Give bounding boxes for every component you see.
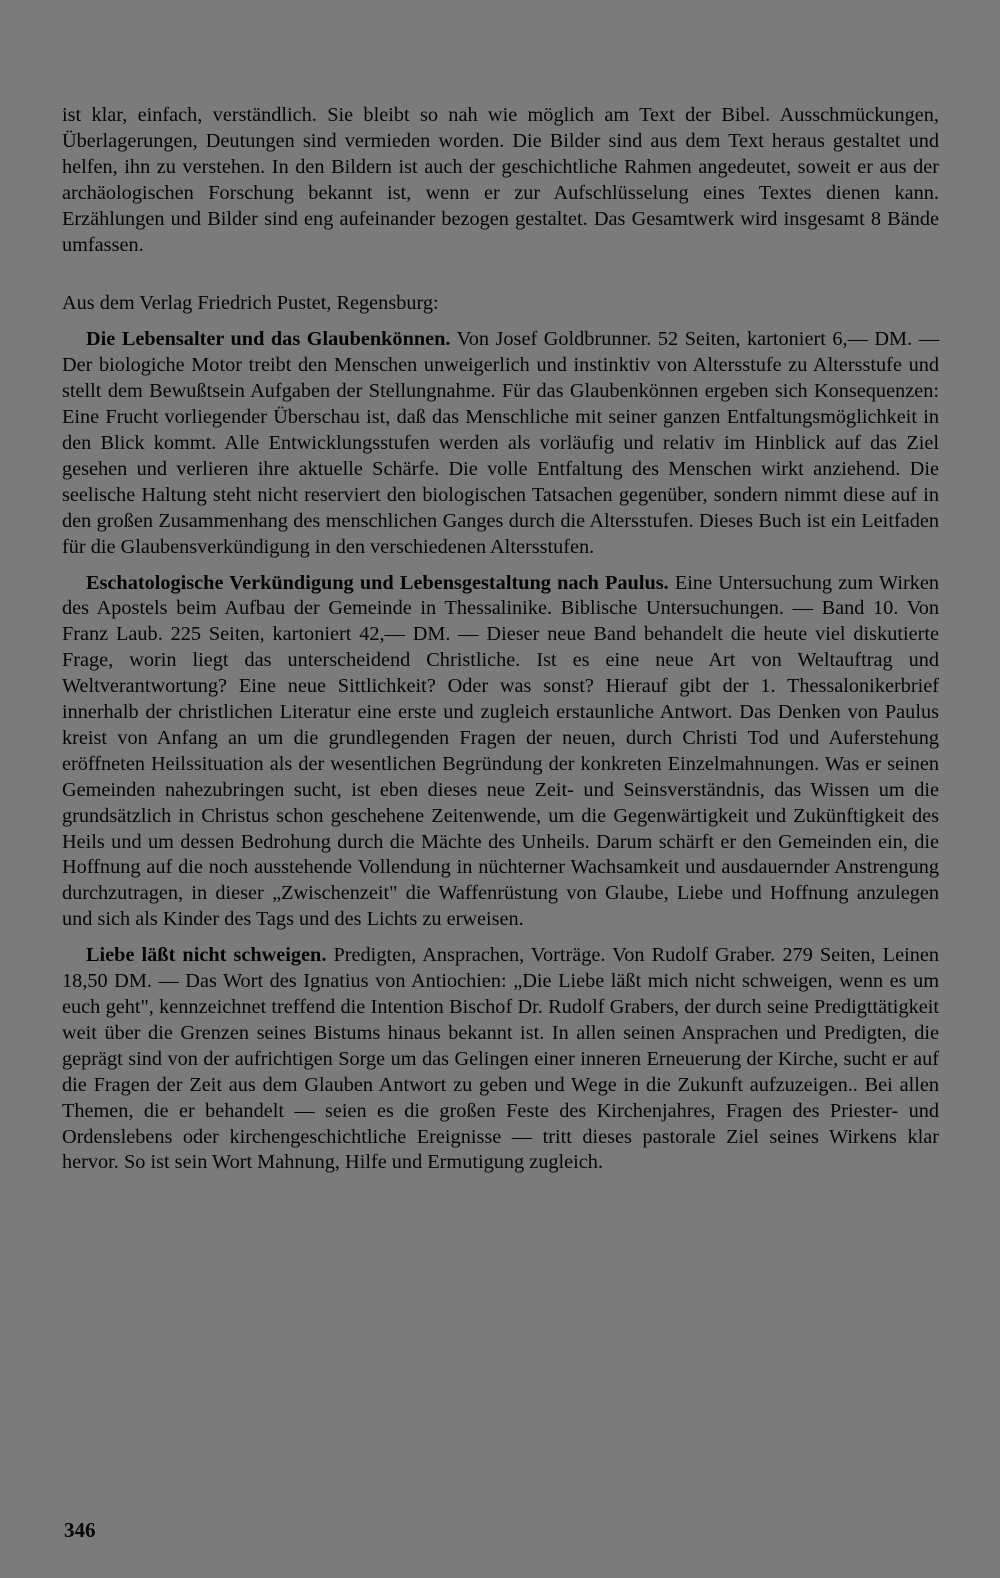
book-title: Eschatologische Verkündigung und Lebensgestaltung nach Paulus. xyxy=(86,571,669,594)
book-description: Predigten, Ansprachen, Vorträge. Von Rudolf Graber. 279 Seiten, Leinen 18,50 DM. — Das Wort des Ignatius von Antiochien: „Die Liebe läßt mich nicht schweigen, wenn es um euch geht", kennzeichnet treffend die Intention Bischof Dr. Rudolf Grabers, der durch seine Predigttätigkeit weit über die Grenzen seines Bistums hinaus bekannt ist. In allen seinen Ansprachen und Predigten, die geprägt sind von der aufrichtigen Sorge um das Gelingen einer inneren Erneuerung der Kirche, sucht er auf die Fragen der Zeit aus dem Glauben Antwort zu geben und Wege in die Zukunft aufzuzeigen.. Bei allen Themen, die er behandelt — seien es die großen Feste des Kirchenjahres, Fragen des Priester- und Ordenslebens oder kirchengeschichtliche Ereignisse — tritt dieses pastorale Ziel seines Wirkens klar hervor. So ist sein Wort Mahnung, Hilfe und Ermutigung zugleich. xyxy=(62,944,939,1174)
page-content xyxy=(62,103,939,1186)
page-number: 346 xyxy=(64,1518,96,1542)
book-review-entry xyxy=(62,571,939,934)
book-description: Eine Untersuchung zum Wirken des Apostels beim Aufbau der Gemeinde in Thessalinike. Biblische Untersuchungen. — Band 10. Von Franz Laub. 225 Seiten, kartoniert 42,— DM. — Dieser neue Band behandelt die heute viel diskutierte Frage, worin liegt das unterscheidend Christliche. Ist es eine neue Art von Weltauftrag und Weltverantwortung? Eine neue Sittlichkeit? Oder was sonst? Hierauf gibt der 1. Thessalonikerbrief innerhalb der christlichen Literatur eine erste und zugleich erstaunliche Antwort. Das Denken von Paulus kreist von Anfang an um die grundlegenden Fragen der neuen, durch Christi Tod und Auferstehung eröffneten Heilssituation als der wesentlichen Begründung der konkreten Einzelmahnungen. Was er seinen Gemeinden nahezubringen sucht, ist eben dieses neue Zeit- und Seinsverständnis, das Wissen um die grundsätzlich in Christus schon geschehene Zeitenwende, um die Gegenwärtigkeit und Zukünftigkeit des Heils und um dessen Bedrohung durch die Mächte des Unheils. Darum schärft er den Gemeinden ein, die Hoffnung auf die noch ausstehende Vollendung in nüchterner Wachsamkeit und ausdauernder Anstrengung durchzutragen, in dieser „Zwischenzeit" die Waffenrüstung von Glaube, Liebe und Hoffnung anzulegen und sich als Kinder des Tags und des Lichts zu erweisen. xyxy=(62,571,939,931)
intro-paragraph: ist klar, einfach, verständlich. Sie bleibt so nah wie möglich am Text der Bibel. Ausschmückungen, Überlagerungen, Deutungen sind vermieden worden. Die Bilder sind aus dem Text heraus gestaltet und helfen, ihn zu verstehen. In den Bildern ist auch der geschichtliche Rahmen angedeutet, soweit er aus der archäologischen Forschung bekannt ist, wenn er zur Aufschlüsselung eines Textes dienen kann. Erzählungen und Bilder sind eng aufeinander bezogen gestaltet. Das Gesamtwerk wird insgesamt 8 Bände umfassen. xyxy=(62,104,939,256)
book-description: Von Josef Goldbrunner. 52 Seiten, kartoniert 6,— DM. — Der biologiche Motor treibt den Menschen unweigerlich und instinktiv von Altersstufe zu Altersstufe und stellt dem Bewußtsein Aufgaben der Stellungnahme. Für das Glaubenkönnen ergeben sich Konsequenzen: Eine Frucht vorliegender Überschau ist, daß das Menschliche mit seiner ganzen Entfaltungsmöglichkeit in den Blick kommt. Alle Entwicklungsstufen werden als vorläufig und relativ im Hinblick auf das Ziel gesehen und verlieren ihre aktuelle Schärfe. Die volle Entfaltung des Menschen wirkt anziehend. Die seelische Haltung steht nicht reserviert den biologischen Tatsachen gegenüber, sondern nimmt diese auf in den großen Zusammenhang des menschlichen Ganges durch die Altersstufen. Dieses Buch ist ein Leitfaden für die Glaubensverkündigung in den verschiedenen Altersstufen. xyxy=(62,328,939,558)
book-review-entry xyxy=(62,327,939,560)
publisher-heading: Aus dem Verlag Friedrich Pustet, Regensburg: xyxy=(62,292,439,315)
book-review-entry xyxy=(62,943,939,1176)
book-title: Die Lebensalter und das Glaubenkönnen. xyxy=(86,328,451,351)
book-title: Liebe läßt nicht schweigen. xyxy=(86,944,327,967)
